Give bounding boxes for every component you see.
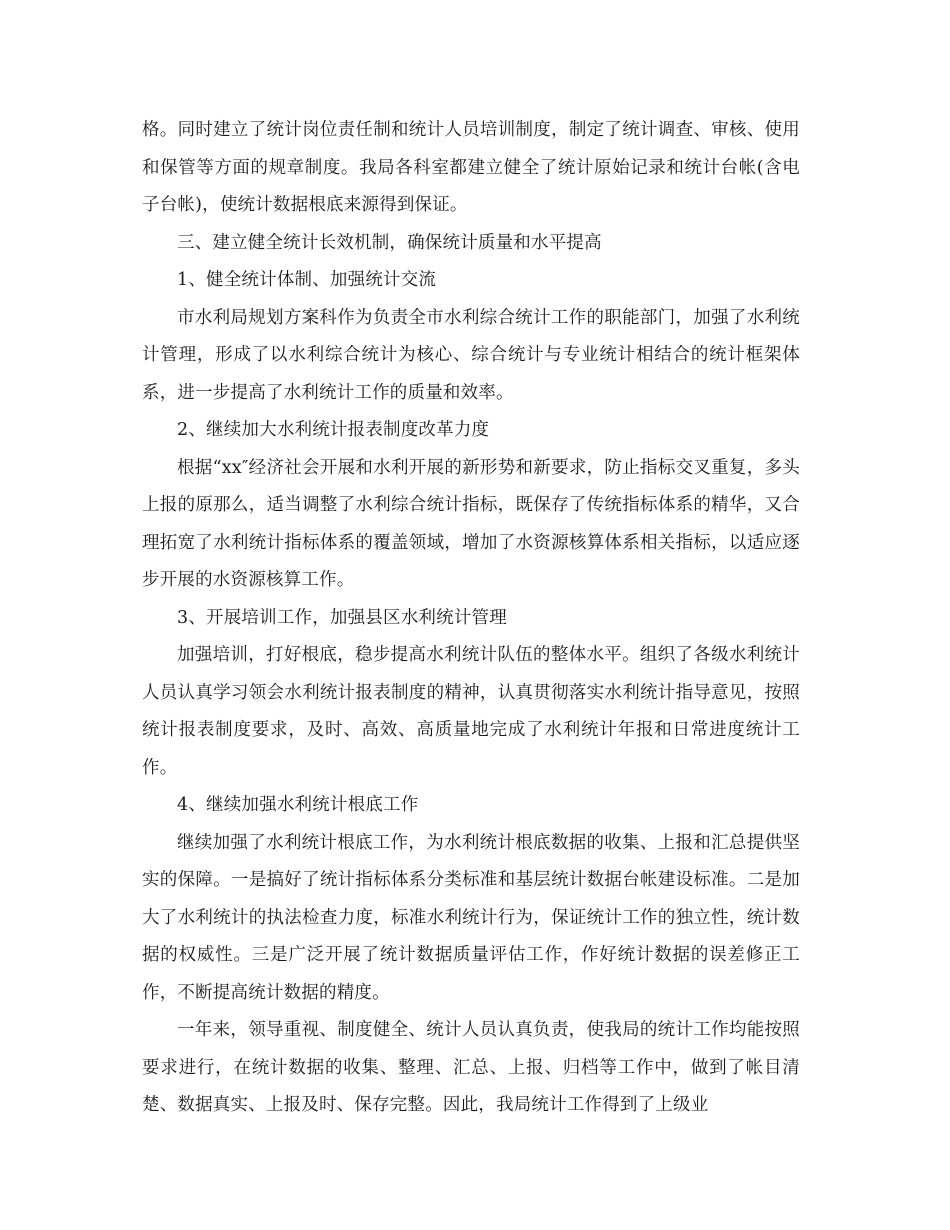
paragraph-body: 根据“xx″经济社会开展和水利开展的新形势和新要求，防止指标交叉重复，多头上报的原那么，适当调整了水利综合统计指标，既保存了传统指标体系的精华，又合理拓宽了水利统计指标体系的覆盖领域，增加了水资源核算体系相关指标，以适应逐步开展的水资源核算工作。 (142, 457, 800, 590)
subheading-1: 1、健全统计体制、加强统计交流 (177, 270, 437, 290)
subheading-2: 2、继续加大水利统计报表制度改革力度 (177, 420, 490, 440)
paragraph-body: 市水利局规划方案科作为负责全市水利综合统计工作的职能部门，加强了水利统计管理，形成了以水利综合统计为核心、综合统计与专业统计相结合的统计框架体系，进一步提高了水利统计工作的质量和效率。 (142, 307, 800, 403)
paragraph-body: 继续加强了水利统计根底工作，为水利统计根底数据的收集、上报和汇总提供坚实的保障。一是搞好了统计指标体系分类标准和基层统计数据台帐建设标准。二是加大了水利统计的执法检查力度，标准水利统计行为，保证统计工作的独立性，统计数据的权威性。三是广泛开展了统计数据质量评估工作，作好统计数据的误差修正工作，不断提高统计数据的精度。 (142, 832, 800, 1003)
paragraph-body: 加强培训，打好根底，稳步提高水利统计队伍的整体水平。组织了各级水利统计人员认真学习领会水利统计报表制度的精神，认真贯彻落实水利统计指导意见，按照统计报表制度要求，及时、高效、高质量地完成了水利统计年报和日常进度统计工作。 (142, 645, 800, 778)
subheading-3: 3、开展培训工作，加强县区水利统计管理 (177, 607, 507, 628)
paragraph-body: 一年来，领导重视、制度健全、统计人员认真负责，使我局的统计工作均能按照要求进行，在统计数据的收集、整理、汇总、上报、归档等工作中，做到了帐目清楚、数据真实、上报及时、保存完整。因此，我局统计工作得到了上级业 (142, 1020, 800, 1115)
section-heading-3: 三、建立健全统计长效机制，确保统计质量和水平提高 (177, 232, 602, 253)
document-body (142, 112, 800, 1125)
paragraph-continued: 格。同时建立了统计岗位责任制和统计人员培训制度，制定了统计调查、审核、使用和保管等方面的规章制度。我局各科室都建立健全了统计原始记录和统计台帐(含电子台帐)，使统计数据根底来源得到保证。 (142, 120, 800, 215)
subheading-4: 4、继续加强水利统计根底工作 (177, 795, 419, 815)
